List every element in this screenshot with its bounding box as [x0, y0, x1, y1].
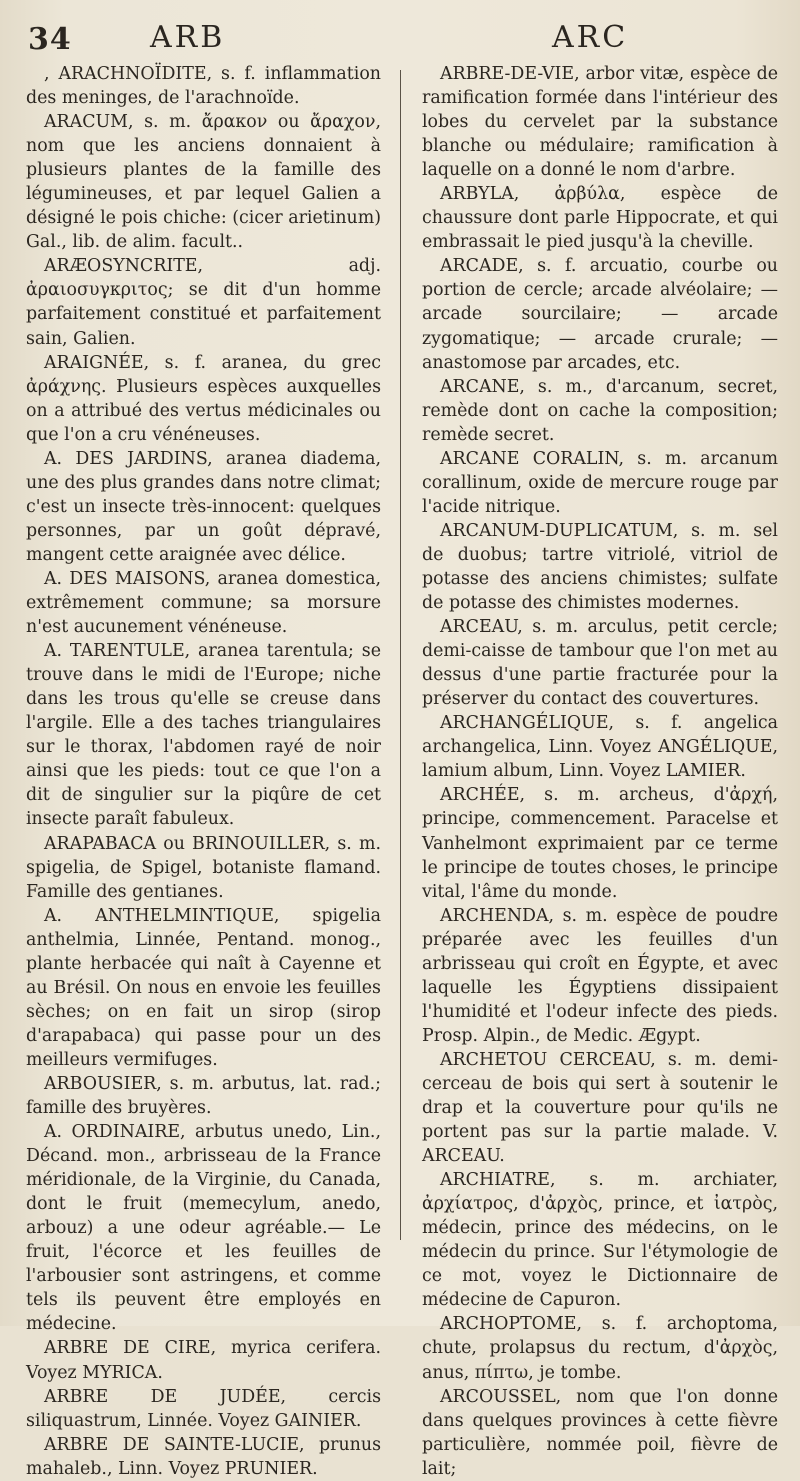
dictionary-entry: A. DES MAISONS, aranea domestica, extrêmement commune; sa morsure n'est aucunement vénéneuse. [26, 568, 381, 638]
dictionary-entry: ARCHIATRE, s. m. archiater, ἀρχίατρος, d'ἀρχὸς, prince, et ἰατρὸς, médecin, prince des médecins, on le médecin du prince. Sur l'étymologie de ce mot, voyez le Dictionnaire de médecine de Capuron. [422, 1170, 778, 1311]
running-head-left: ARB [150, 20, 226, 55]
dictionary-entry: ARACUM, s. m. ἄρακον ou ἄραχον, nom que les anciens donnaient à plusieurs plantes de la famille des légumineuses, et par lequel Galien a désigné le pois chiche: (cicer arietinum) Gal., lib. de alim. facult.. [26, 112, 381, 253]
dictionary-entry: ARCADE, s. f. arcuatio, courbe ou portion de cercle; arcade alvéolaire; — arcade sourcilaire; — arcade zygomatique; — arcade crurale; — anastomose par arcades, etc. [422, 256, 778, 373]
dictionary-entry: ARCANE CORALIN, s. m. arcanum corallinum, oxide de mercure rouge par l'acide nitrique. [422, 448, 778, 517]
dictionary-entry: ARAPABACA ou BRINOUILLER, s. m. spigelia, de Spigel, botaniste flamand. Famille des gentianes. [26, 833, 381, 902]
dictionary-entry: ARCEAU, s. m. arculus, petit cercle; demi-caisse de tambour que l'on met au dessus d'une partie fracturée pour la préserver du contact des couvertures. [422, 617, 778, 710]
dictionary-entry: A. TARENTULE, aranea tarentula; se trouve dans le midi de l'Europe; niche dans les trous qu'elle se creuse dans l'argile. Elle a des taches triangulaires sur le thorax, l'abdomen rayé de noir ainsi que les pieds: tout ce que l'on a dit de singulier sur la piqûre de cet insecte paraît fabuleux. [26, 641, 381, 830]
dictionary-entry: ARCHETOU CERCEAU, s. m. demi-cerceau de bois qui sert à soutenir le drap et la couverture pour qu'ils ne portent pas sur la partie malade. V. ARCEAU. [422, 1049, 778, 1167]
dictionary-entry: ARBRE DE CIRE, myrica cerifera. Voyez MYRICA. [26, 1338, 381, 1383]
dictionary-entry: , ARACHNOÏDITE, s. f. inflammation des meninges, de l'arachnoïde. [26, 64, 381, 109]
dictionary-entry: ARBOUSIER, s. m. arbutus, lat. rad.; famille des bruyères. [26, 1073, 381, 1119]
dictionary-entry: ARCOUSSEL, nom que l'on donne dans quelques provinces à cette fièvre particulière, nommée poil, fièvre de lait; [422, 1386, 778, 1479]
dictionary-entry: A. DES JARDINS, aranea diadema, une des plus grandes dans notre climat; c'est un insecte très-innocent: quelques personnes, par un goût dépravé, mangent cette araignée avec délice. [26, 448, 381, 565]
left-column [26, 62, 381, 1481]
page-header [0, 20, 800, 64]
right-column [422, 62, 778, 1481]
dictionary-entry: ARCHENDA, s. m. espèce de poudre préparée avec les feuilles d'un arbrisseau qui croît en Égypte, et avec laquelle les Égyptiens dissipaient l'humidité et l'odeur infecte des pieds. Prosp. Alpin., de Medic. Ægypt. [422, 905, 778, 1046]
dictionary-entry: A. ORDINAIRE, arbutus unedo, Lin., Décand. mon., arbrisseau de la France méridionale, de la Virginie, du Canada, dont le fruit (memecylum, anedo, arbouz) a une odeur agréable.— Le fruit, l'écorce et les feuilles de l'arbousier sont astringens, et comme tels ils peuvent être employés en médecine. [26, 1122, 381, 1335]
dictionary-entry: ARCHOPTOME, s. f. archoptoma, chute, prolapsus du rectum, d'ἀρχὸς, anus, πίπτω, je tombe. [422, 1314, 778, 1383]
dictionary-entry: ARBRE-DE-VIE, arbor vitæ, espèce de ramification formée dans l'intérieur des lobes du cervelet par la substance blanche ou médulaire; ramification à laquelle on a donné le nom d'arbre. [422, 64, 778, 181]
dictionary-entry: ARCANUM-DUPLICATUM, s. m. sel de duobus; tartre vitriolé, vitriol de potasse des anciens chimistes; sulfate de potasse des chimistes modernes. [422, 520, 778, 614]
dictionary-entry: ARAIGNÉE, s. f. aranea, du grec ἀράχνης. Plusieurs espèces auxquelles on a attribué des vertus médicinales ou que l'on a cru vénéneuses. [26, 352, 381, 445]
dictionary-entry: ARCHANGÉLIQUE, s. f. angelica archangelica, Linn. Voyez ANGÉLIQUE, lamium album, Linn. Voyez LAMIER. [422, 713, 778, 782]
dictionary-entry: ARBRE DE JUDÉE, cercis siliquastrum, Linnée. Voyez GAINIER. [26, 1386, 381, 1431]
running-head-right: ARC [552, 20, 629, 55]
dictionary-entry: ARBYLA, ἀρβύλα, espèce de chaussure dont parle Hippocrate, et qui embrassait le pied jusqu'à la cheville. [422, 184, 778, 253]
dictionary-entry: ARBRE DE SAINTE-LUCIE, prunus mahaleb., Linn. Voyez PRUNIER. [26, 1434, 381, 1479]
dictionary-entry: ARCHÉE, s. m. archeus, d'ἀρχή, principe, commencement. Paracelse et Vanhelmont exprimaient par ce terme le principe de toutes choses, le principe vital, l'âme du monde. [422, 785, 778, 902]
column-divider [400, 70, 401, 1240]
page-number: 34 [28, 22, 72, 57]
dictionary-entry: ARCANE, s. m., d'arcanum, secret, remède dont on cache la composition; remède secret. [422, 376, 778, 445]
dictionary-entry: ARÆOSYNCRITE, adj. ἀραιοσυγκριτος; se dit d'un homme parfaitement constitué et parfaitement sain, Galien. [26, 256, 381, 349]
dictionary-entry: A. ANTHELMINTIQUE, spigelia anthelmia, Linnée, Pentand. monog., plante herbacée qui naît à Cayenne et au Brésil. On nous en envoie les feuilles sèches; on en fait un sirop (sirop d'arapabaca) qui passe pour un des meilleurs vermifuges. [26, 905, 381, 1070]
